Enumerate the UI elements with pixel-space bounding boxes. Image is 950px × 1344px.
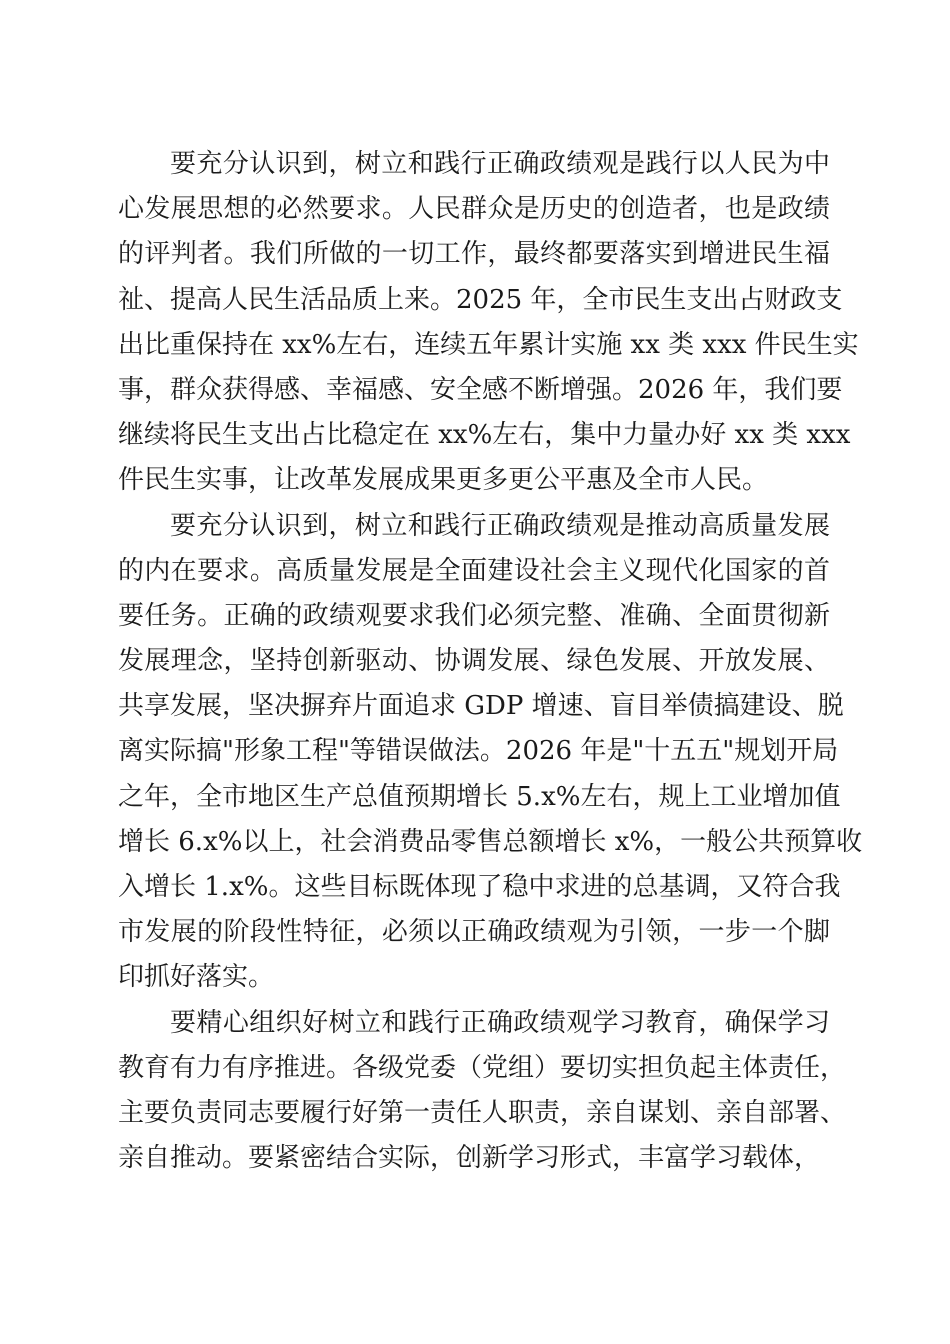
text-line: 入增长 1.x%。这些目标既体现了稳中求进的总基调，又符合我 (118, 872, 841, 902)
text-line: 事，群众获得感、幸福感、安全感不断增强。2026 年，我们要 (118, 374, 843, 405)
text-line: 要充分认识到，树立和践行正确政绩观是践行以人民为中 (170, 149, 830, 179)
paragraph-2 (118, 504, 863, 1001)
text-line: 祉、提高人民生活品质上来。2025 年，全市民生支出占财政支 (118, 284, 843, 315)
text-line: 要精心组织好树立和践行正确政绩观学习教育，确保学习 (170, 1007, 830, 1038)
text-line: 要任务。正确的政绩观要求我们必须完整、准确、全面贯彻新 (118, 600, 830, 631)
text-line: 继续将民生支出占比稳定在 xx%左右，集中力量办好 xx 类 xxx (118, 420, 851, 451)
text-line: 亲自推动。要紧密结合实际，创新学习形式，丰富学习载体， (118, 1143, 821, 1174)
text-line: 的内在要求。高质量发展是全面建设社会主义现代化国家的首 (118, 555, 830, 586)
text-line: 出比重保持在 xx%左右，连续五年累计实施 xx 类 xxx 件民生实 (118, 329, 859, 360)
paragraph-3 (118, 1001, 847, 1182)
text-line: 增长 6.x%以上，社会消费品零售总额增长 x%，一般公共预算收 (118, 826, 863, 857)
paragraph-1 (118, 142, 859, 504)
text-line: 发展理念，坚持创新驱动、协调发展、绿色发展、开放发展、 (118, 646, 830, 677)
text-line: 主要负责同志要履行好第一责任人职责，亲自谋划、亲自部署、 (118, 1097, 847, 1128)
text-line: 心发展思想的必然要求。人民群众是历史的创造者，也是政绩 (118, 194, 830, 225)
text-line: 印抓好落实。 (118, 962, 275, 993)
text-line: 件民生实事，让改革发展成果更多更公平惠及全市人民。 (118, 465, 769, 496)
text-line: 离实际搞"形象工程"等错误做法。2026 年是"十五五"规划开局 (118, 736, 839, 767)
text-line: 市发展的阶段性特征，必须以正确政绩观为引领，一步一个脚 (118, 917, 830, 948)
text-line: 的评判者。我们所做的一切工作，最终都要落实到增进民生福 (118, 239, 830, 270)
document-body (118, 142, 863, 1181)
text-line: 要充分认识到，树立和践行正确政绩观是推动高质量发展 (170, 510, 830, 541)
text-line: 共享发展，坚决摒弃片面追求 GDP 增速、盲目举债搞建设、脱 (118, 691, 844, 722)
text-line: 之年，全市地区生产总值预期增长 5.x%左右，规上工业增加值 (118, 781, 841, 812)
text-line: 教育有力有序推进。各级党委（党组）要切实担负起主体责任， (118, 1052, 847, 1083)
